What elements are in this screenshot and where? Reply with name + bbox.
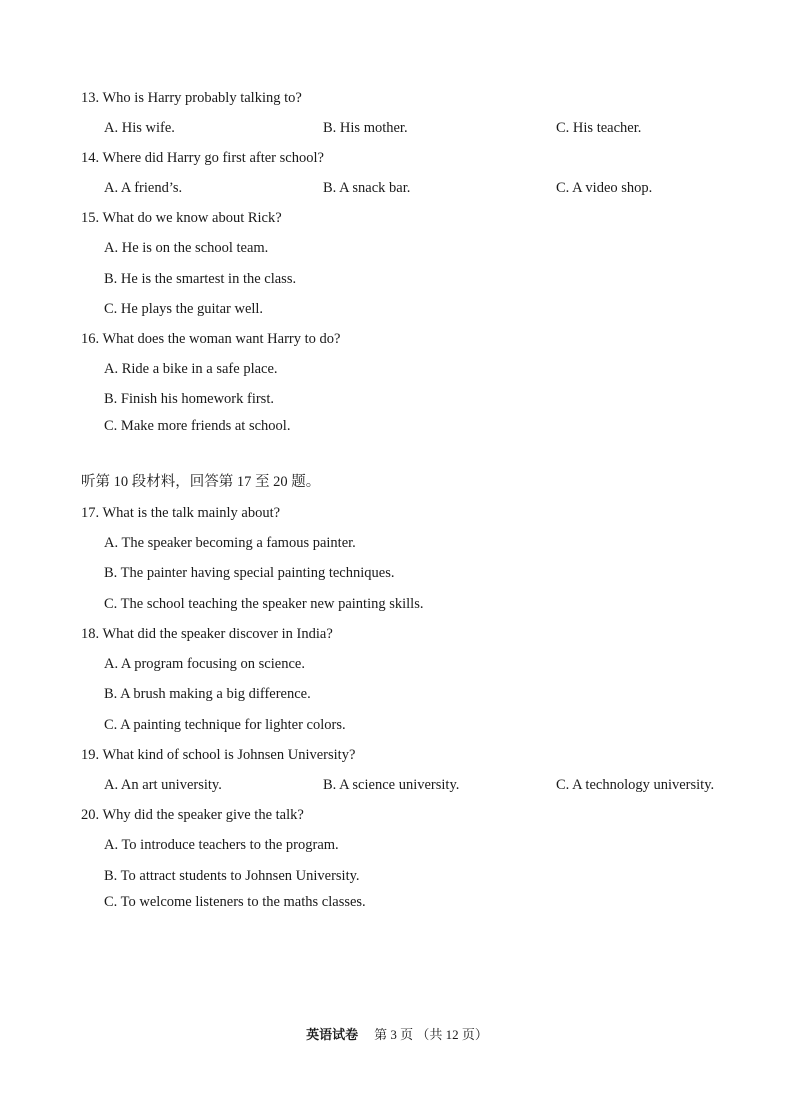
question-18-option-b: B. A brush making a big difference. <box>104 686 311 702</box>
question-15-option-c: C. He plays the guitar well. <box>104 301 264 317</box>
question-15-option-a: A. He is on the school team. <box>104 240 269 256</box>
question-17-option-c: C. The school teaching the speaker new painting skills. <box>104 596 424 612</box>
question-19-option-c: C. A technology university. <box>556 777 715 793</box>
question-13-option-b: B. His mother. <box>323 120 408 136</box>
question-14-option-c: C. A video shop. <box>556 180 653 196</box>
footer-subject: 英语试卷 <box>306 1027 359 1042</box>
page-footer <box>0 1026 794 1044</box>
question-13-option-c: C. His teacher. <box>556 120 642 136</box>
question-18-stem: 18. What did the speaker discover in India? <box>81 626 333 642</box>
question-16-option-a: A. Ride a bike in a safe place. <box>104 361 278 377</box>
question-18-option-a: A. A program focusing on science. <box>104 656 305 672</box>
question-18-option-c: C. A painting technique for lighter colors. <box>104 717 346 733</box>
question-14-option-b: B. A snack bar. <box>323 180 411 196</box>
question-17-option-b: B. The painter having special painting techniques. <box>104 565 395 581</box>
question-20-stem: 20. Why did the speaker give the talk? <box>81 807 304 823</box>
question-16-option-c: C. Make more friends at school. <box>104 418 291 434</box>
question-15-option-b: B. He is the smartest in the class. <box>104 271 297 287</box>
question-19-option-a: A. An art university. <box>104 777 222 793</box>
footer-page-number: 第 3 页 （共 12 页） <box>374 1027 488 1042</box>
question-19-stem: 19. What kind of school is Johnsen University? <box>81 747 356 763</box>
question-17-option-a: A. The speaker becoming a famous painter. <box>104 535 356 551</box>
question-16-stem: 16. What does the woman want Harry to do? <box>81 331 341 347</box>
question-17-stem: 17. What is the talk mainly about? <box>81 505 281 521</box>
question-14-option-a: A. A friend’s. <box>104 180 183 196</box>
question-19-option-b: B. A science university. <box>323 777 460 793</box>
question-20-option-a: A. To introduce teachers to the program. <box>104 837 339 853</box>
section-instruction: 听第 10 段材料，回答第 17 至 20 题。 <box>81 474 321 490</box>
question-20-option-c: C. To welcome listeners to the maths classes. <box>104 894 366 910</box>
question-16-option-b: B. Finish his homework first. <box>104 391 274 407</box>
question-14-stem: 14. Where did Harry go first after school? <box>81 150 324 166</box>
question-13-option-a: A. His wife. <box>104 120 175 136</box>
question-20-option-b: B. To attract students to Johnsen University. <box>104 868 360 884</box>
question-13-stem: 13. Who is Harry probably talking to? <box>81 90 302 106</box>
question-15-stem: 15. What do we know about Rick? <box>81 210 282 226</box>
